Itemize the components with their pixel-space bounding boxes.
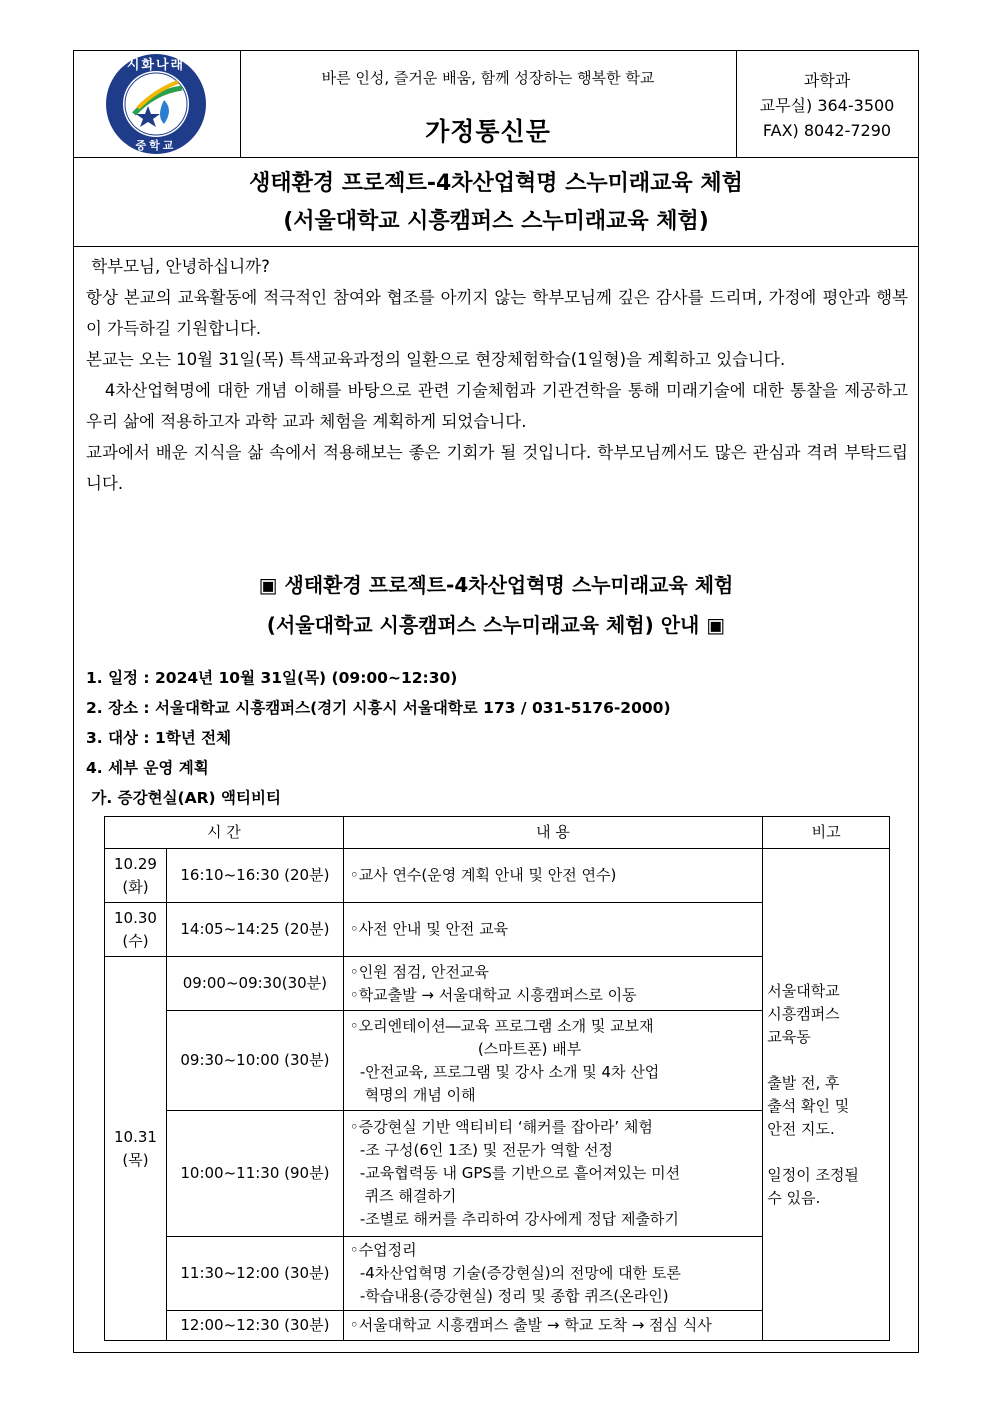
paragraph: 본교는 오는 10월 31일(목) 특색교육과정의 일환으로 현장체험학습(1일형)을 계획하고 있습니다.: [86, 350, 786, 369]
content-line: ◦서울대학교 시흥캠퍼스 출발 → 학교 도착 → 점심 식사: [349, 1316, 712, 1334]
header: [74, 51, 918, 158]
header-content: 내 용: [343, 817, 762, 849]
main-title: [74, 157, 918, 247]
row-time: 12:00~12:30 (30분): [166, 1311, 343, 1341]
row-date: 10.30 (수): [105, 903, 167, 957]
content-line: ◦인원 점검, 안전교육: [349, 962, 489, 981]
content-line: ◦수업정리: [349, 1241, 417, 1259]
main-title-line1: 생태환경 프로젝트-4차산업혁명 스누미래교육 체험: [249, 171, 743, 196]
info-item-place: 2. 장소 : 서울대학교 시흥캠퍼스(경기 시흥시 서울대학로 173 / 031-5176-2000): [86, 699, 671, 717]
content-line: 혁명의 개념 이해: [359, 1085, 476, 1104]
content-line: -조별로 해커를 추리하여 강사에게 정답 제출하기: [359, 1210, 679, 1228]
header-time: 시 간: [105, 817, 344, 849]
content-line: ◦증강현실 기반 액티비티 ‘해커를 잡아라’ 체험: [349, 1118, 653, 1136]
document-frame: [73, 50, 919, 1353]
office-phone: 교무실) 364-3500: [759, 96, 895, 115]
info-item-date: 1. 일정 : 2024년 10월 31일(목) (09:00~12:30): [86, 669, 458, 687]
contact-info: [736, 51, 918, 157]
table-row: [105, 849, 890, 903]
section-title-line2: (서울대학교 시흥캠퍼스 스누미래교육 체험) 안내 ▣: [266, 613, 726, 637]
paragraph: 교과에서 배운 지식을 삶 속에서 적용해보는 좋은 기회가 될 것입니다. 학부모님께서도 많은 관심과 격려 부탁드립니다.: [86, 443, 908, 493]
note-cell: 서울대학교 시흥캠퍼스 교육동 출발 전, 후 출석 확인 및 안전 지도. 일정이 조정될 수 있음.: [763, 849, 890, 1341]
content-line: -학습내용(증강현실) 정리 및 종합 퀴즈(온라인): [359, 1287, 669, 1305]
content-line: -조 구성(6인 1조) 및 전문가 역할 선정: [359, 1141, 614, 1159]
content-line: ◦사전 안내 및 안전 교육: [349, 920, 509, 938]
content-line: ◦교사 연수(운영 계획 안내 및 안전 연수): [349, 866, 617, 884]
fax-number: FAX) 8042-7290: [762, 121, 892, 140]
table-header-row: [105, 817, 890, 849]
row-time: 09:00~09:30(30분): [166, 957, 343, 1011]
logo-text-bottom: 중학교: [135, 139, 177, 152]
section-title-line1: ▣ 생태환경 프로젝트-4차산업혁명 스누미래교육 체험: [258, 573, 734, 597]
row-time: 16:10~16:30 (20분): [166, 849, 343, 903]
paragraph: 항상 본교의 교육활동에 적극적인 참여와 협조를 아끼지 않는 학부모님께 깊은 감사를 드리며, 가정에 평안과 행복이 가득하길 기원합니다.: [86, 288, 908, 338]
row-time: 09:30~10:00 (30분): [166, 1011, 343, 1111]
row-content: [343, 1237, 762, 1311]
content-line: ◦오리엔테이션―교육 프로그램 소개 및 교보재: [349, 1016, 654, 1035]
school-motto: 바른 인성, 즐거운 배움, 함께 성장하는 행복한 학교: [321, 69, 655, 87]
logo-text-top: 시화나래: [126, 58, 186, 73]
info-list: [86, 663, 671, 813]
row-date: 10.29 (화): [105, 849, 167, 903]
header-center: [240, 51, 737, 157]
header-note: 비고: [763, 817, 890, 849]
info-item-plan: 4. 세부 운영 계획: [86, 759, 209, 777]
content-line: -4차산업혁명 기술(증강현실)의 전망에 대한 토론: [359, 1264, 681, 1282]
row-time: 10:00~11:30 (90분): [166, 1111, 343, 1237]
content-line: -안전교육, 프로그램 및 강사 소개 및 4차 산업: [359, 1062, 660, 1081]
schedule-table: [104, 816, 890, 1341]
content-line: -교육협력동 내 GPS를 기반으로 흩어져있는 미션: [359, 1164, 681, 1182]
row-content: [343, 903, 762, 957]
logo-cell: [74, 51, 241, 157]
row-content: [343, 1311, 762, 1341]
greeting: 학부모님, 안녕하십니까?: [86, 257, 270, 276]
row-content: [343, 849, 762, 903]
row-content: [343, 957, 762, 1011]
row-time: 14:05~14:25 (20분): [166, 903, 343, 957]
row-content: [343, 1011, 762, 1111]
school-logo: [104, 52, 208, 156]
content-line: (스마트폰) 배부: [477, 1039, 582, 1058]
content-line: ◦학교출발 → 서울대학교 시흥캠퍼스로 이동: [349, 985, 637, 1004]
main-title-line2: (서울대학교 시흥캠퍼스 스누미래교육 체험): [283, 209, 709, 234]
paragraph: 4차산업혁명에 대한 개념 이해를 바탕으로 관련 기술체험과 기관견학을 통해 미래기술에 대한 통찰을 제공하고 우리 삶에 적용하고자 과학 교과 체험을 계획하게 되었습니다.: [86, 381, 914, 431]
info-item-sub: 가. 증강현실(AR) 액티비티: [86, 789, 281, 807]
content-line: 퀴즈 해결하기: [359, 1187, 457, 1205]
row-date: 10.31 (목): [105, 957, 167, 1341]
letter-body: [86, 251, 914, 499]
row-content: [343, 1111, 762, 1237]
section-title: [74, 565, 918, 645]
info-item-target: 3. 대상 : 1학년 전체: [86, 729, 232, 747]
doc-title: 가정통신문: [425, 117, 551, 146]
row-time: 11:30~12:00 (30분): [166, 1237, 343, 1311]
department: 과학과: [803, 71, 851, 90]
